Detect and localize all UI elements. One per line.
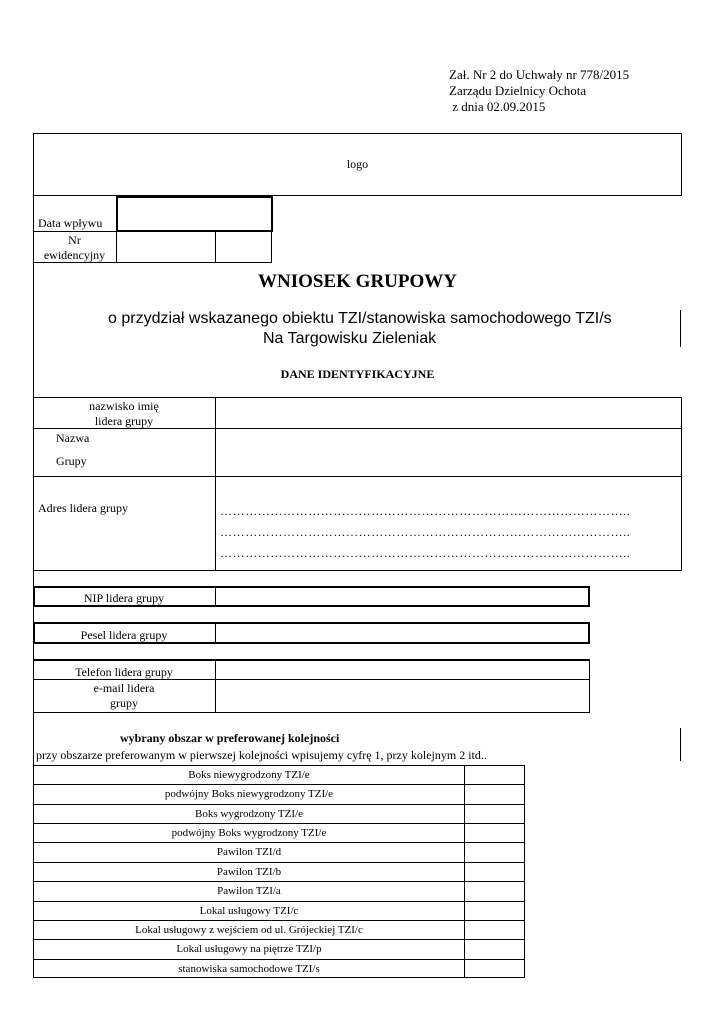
area-row-divider	[33, 901, 525, 902]
adres-dots-line: ……………………………………………………………………………………..	[220, 504, 631, 518]
nr-label: Nr	[68, 233, 81, 247]
area-priority-field[interactable]	[466, 844, 523, 860]
adres-dots-line: ……………………………………………………………………………………..	[220, 546, 631, 560]
area-row-divider	[33, 842, 525, 843]
attachment-note-line: Zał. Nr 2 do Uchwały nr 778/2015	[449, 67, 630, 82]
area-row-divider	[33, 804, 525, 805]
nip-col-divider	[215, 586, 216, 607]
attachment-note-line: Zarządu Dzielnicy Ochota	[449, 83, 587, 98]
email-label-line2: grupy	[110, 696, 138, 710]
area-option-label: Pawilon TZI/d	[216, 846, 282, 859]
area-row-divider	[33, 823, 525, 824]
nip-field[interactable]	[217, 588, 587, 605]
id-table-right	[681, 397, 682, 570]
area-priority-field[interactable]	[466, 941, 523, 957]
area-option-label: Lokal usługowy na piętrze TZI/p	[176, 943, 322, 956]
nip-label: NIP lidera grupy	[83, 591, 165, 605]
area-title: wybrany obszar w preferowanej kolejności	[120, 731, 340, 745]
id-table-top	[33, 397, 682, 398]
pesel-label: Pesel lidera grupy	[80, 628, 168, 642]
nazwa-label-line1: Nazwa	[56, 431, 90, 445]
form-subtitle-line2: Na Targowisku Zieleniak	[263, 330, 437, 347]
email-label-line1: e-mail lidera	[93, 681, 155, 695]
area-priority-field[interactable]	[466, 825, 523, 841]
ewidencyjny-label: ewidencyjny	[43, 248, 106, 262]
area-row-divider	[33, 862, 525, 863]
area-priority-field[interactable]	[466, 767, 523, 783]
intake-mid-v	[215, 231, 216, 262]
area-option-label: podwójny Boks wygrodzony TZI/e	[171, 827, 327, 840]
area-priority-field[interactable]	[466, 806, 523, 822]
area-instruction: przy obszarze preferowanym w pierwszej kolejności wpisujemy cyfrę 1, przy kolejnym 2 itd..	[36, 748, 487, 762]
attachment-note-line: z dnia 02.09.2015	[449, 99, 546, 114]
attachment-note	[449, 67, 709, 115]
nazwa-label-line2: Grupy	[56, 454, 87, 468]
id-table-row2-bottom	[33, 476, 682, 477]
data-wplywu-label: Data wpływu	[38, 216, 103, 230]
area-row-divider	[33, 939, 525, 940]
frame-top-line	[33, 133, 682, 134]
pesel-col-divider	[215, 622, 216, 644]
adres-label: Adres lidera grupy	[38, 501, 128, 515]
telefon-field[interactable]	[217, 661, 587, 678]
area-priority-field[interactable]	[466, 864, 523, 880]
area-option-label: Pawilon TZI/a	[217, 885, 281, 898]
area-option-label: stanowiska samochodowe TZI/s	[178, 962, 320, 975]
area-priority-field[interactable]	[466, 903, 523, 919]
nazwisko-field[interactable]	[217, 399, 680, 427]
area-option-label: Lokal usługowy z wejściem od ul. Grójeckiej TZI/c	[135, 923, 363, 936]
id-table-row3-bottom	[33, 570, 682, 571]
area-row-divider	[33, 784, 525, 785]
area-option-label: Lokal usługowy TZI/c	[199, 904, 299, 917]
id-table-col-divider	[215, 397, 216, 570]
area-priority-field[interactable]	[466, 961, 523, 977]
email-field[interactable]	[217, 681, 587, 712]
nr-ewidencyjny-field[interactable]	[117, 232, 214, 261]
data-wplywu-field[interactable]	[118, 198, 271, 230]
right-bracket-mark	[680, 310, 681, 347]
area-table-col-divider	[464, 765, 465, 978]
contact-col-divider	[215, 659, 216, 713]
adres-dots-line: ……………………………………………………………………………………..	[220, 525, 631, 539]
adres-field[interactable]	[217, 478, 680, 569]
form-title: WNIOSEK GRUPOWY	[258, 271, 457, 292]
nazwisko-label-line1: nazwisko imię	[89, 399, 159, 413]
telefon-label: Telefon lidera grupy	[75, 665, 173, 679]
area-priority-field[interactable]	[466, 922, 523, 938]
right-bracket-mark	[680, 728, 681, 761]
pesel-field[interactable]	[217, 624, 587, 642]
area-priority-field[interactable]	[466, 786, 523, 802]
form-subtitle-line1: o przydział wskazanego obiektu TZI/stanowiska samochodowego TZI/s	[108, 310, 612, 327]
area-priority-field[interactable]	[466, 883, 523, 899]
section-title: DANE IDENTYFIKACYJNE	[280, 367, 435, 381]
area-row-divider	[33, 920, 525, 921]
area-option-label: Boks niewygrodzony TZI/e	[188, 769, 310, 781]
area-option-label: Pawilon TZI/b	[216, 865, 282, 878]
area-option-label: podwójny Boks niewygrodzony TZI/e	[164, 788, 334, 801]
area-row-divider	[33, 881, 525, 882]
nazwa-grupy-field[interactable]	[217, 430, 680, 475]
logo-placeholder: logo	[346, 157, 369, 171]
nazwisko-label-line2: lidera grupy	[94, 414, 154, 428]
area-row-divider	[33, 959, 525, 960]
intake-right-v	[271, 231, 272, 262]
area-option-label: Boks wygrodzony TZI/e	[195, 807, 303, 820]
